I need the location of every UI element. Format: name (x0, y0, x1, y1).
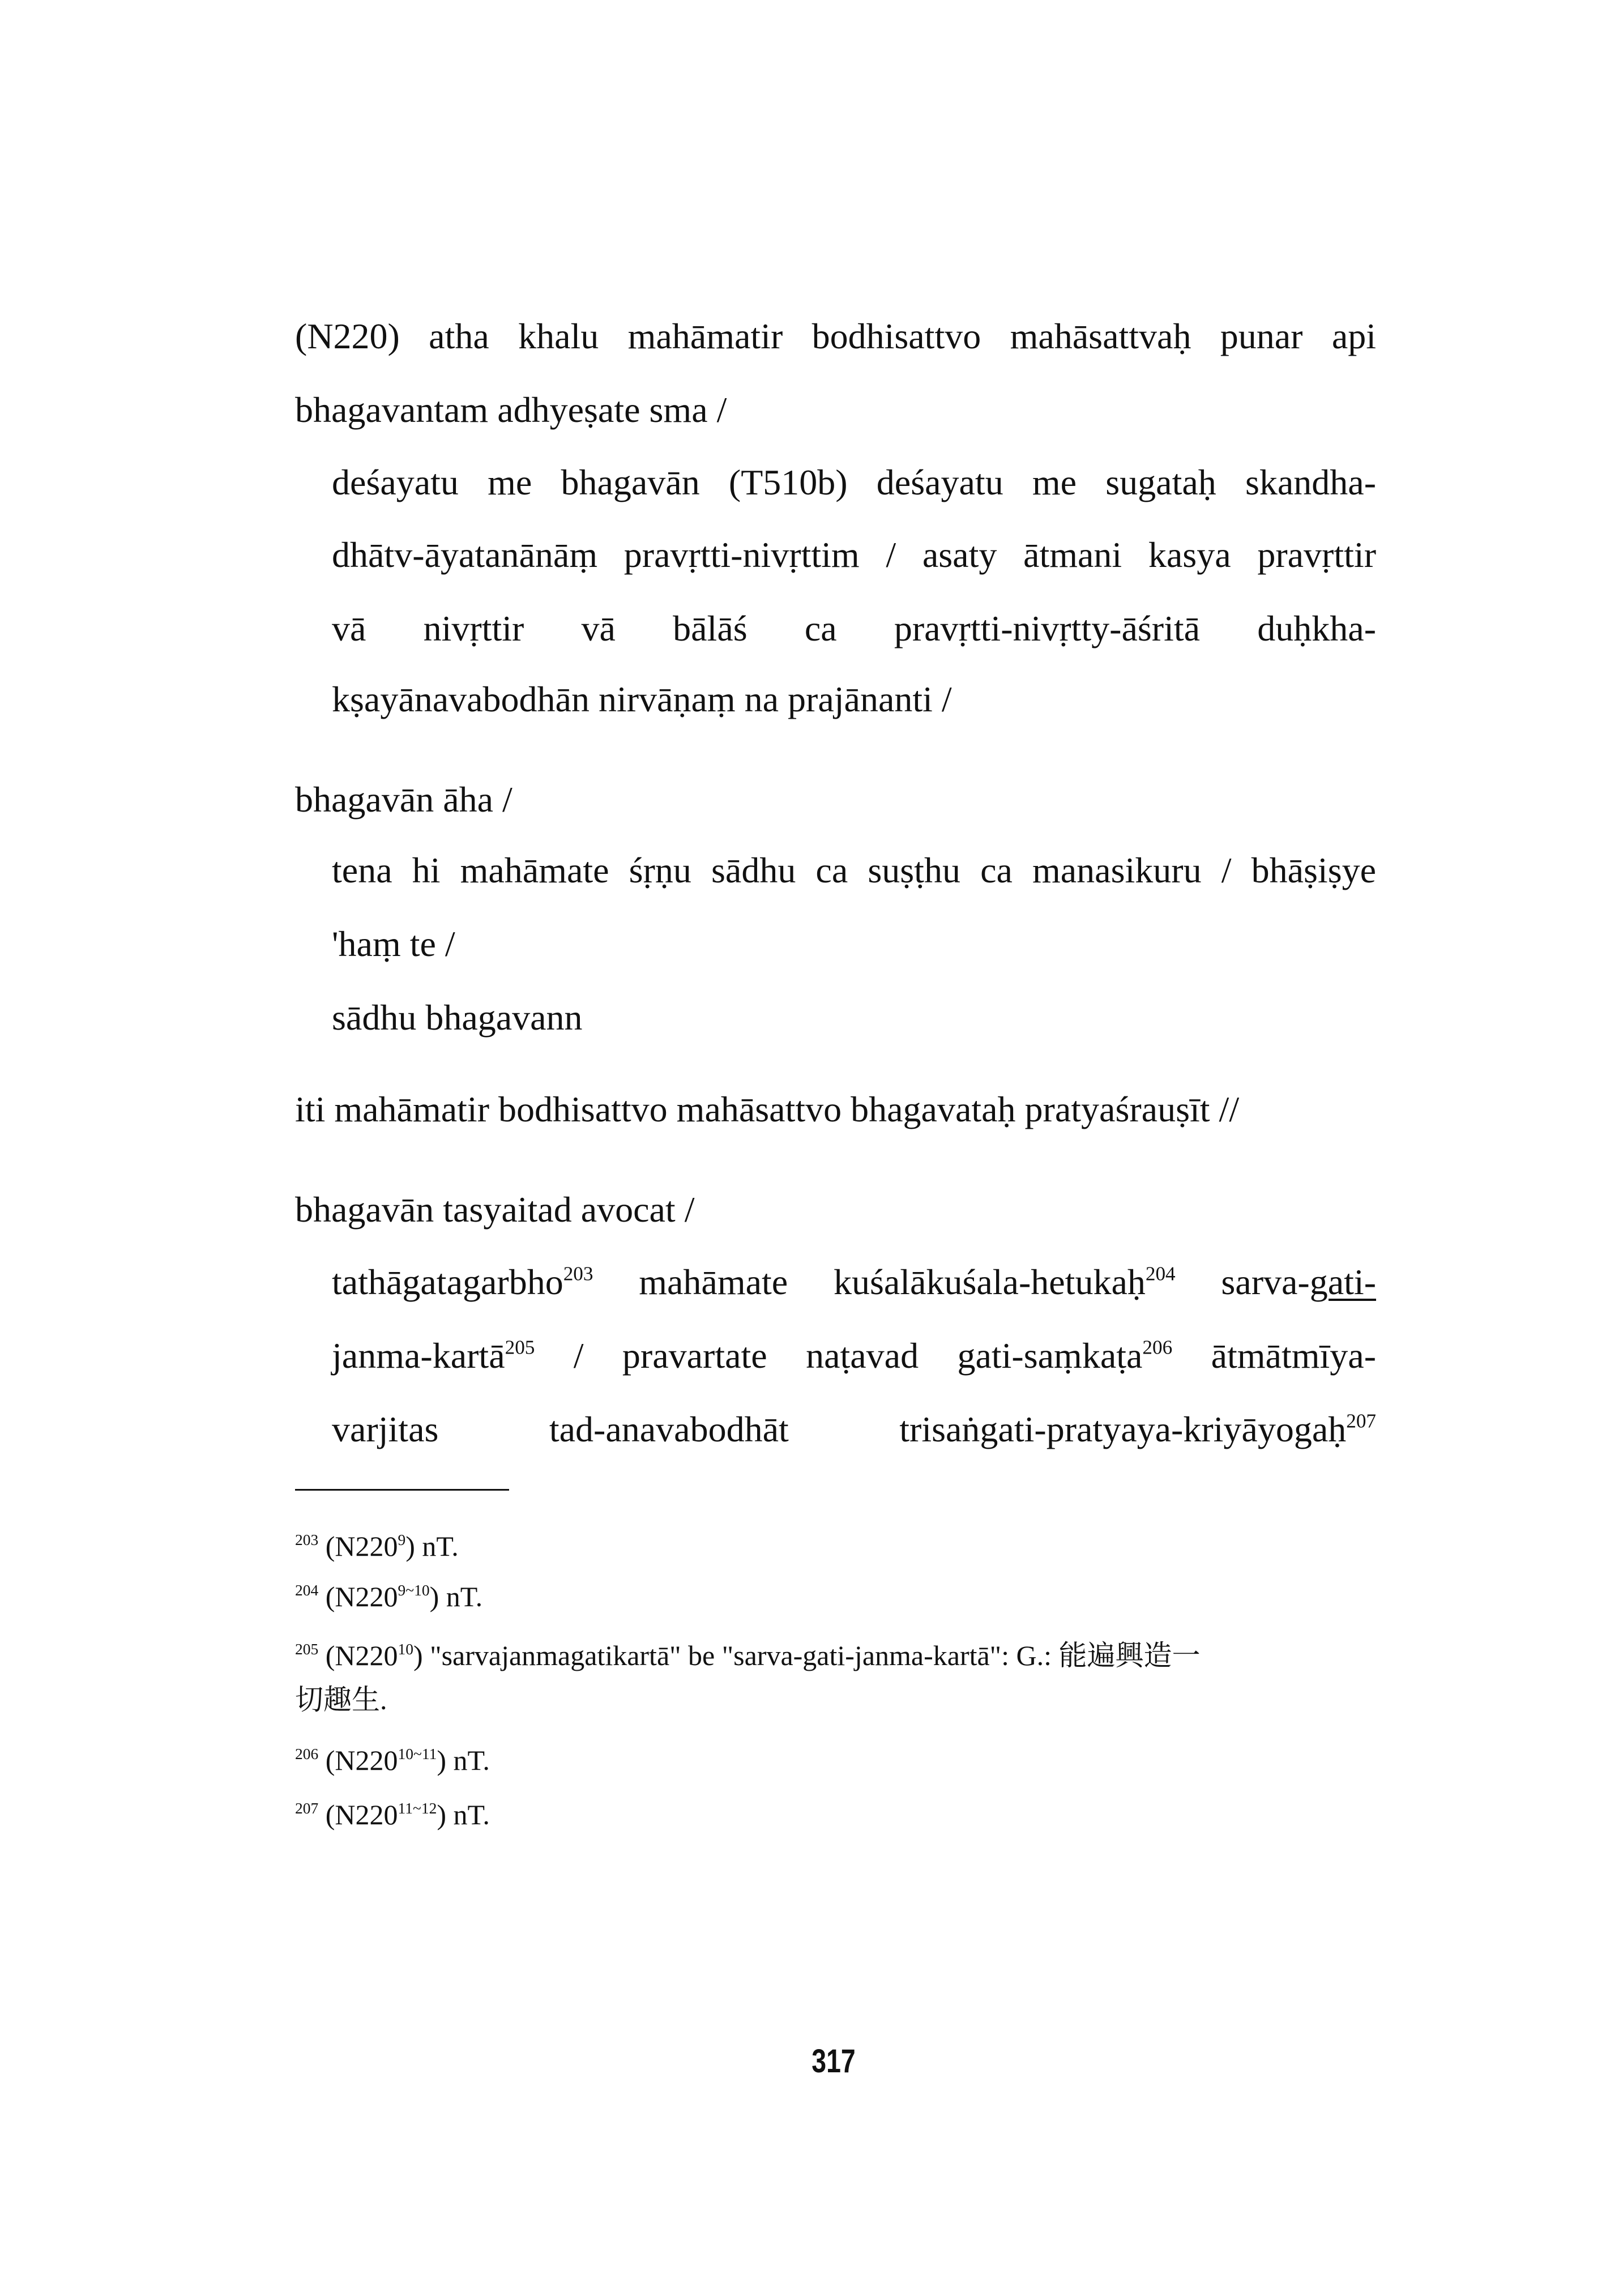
text-line (332, 677, 952, 722)
text-segment: (N220) atha khalu mahāmatir bodhisattvo mahāsattvaḥ punar api (295, 316, 1376, 356)
footnote-marker: 204 (295, 1581, 319, 1599)
text-segment: (N220 (318, 1744, 398, 1776)
footnote-marker: 11~12 (398, 1799, 437, 1817)
footnote (295, 1682, 387, 1718)
footnote-marker: 205 (295, 1640, 319, 1658)
footnote-marker: 206 (295, 1744, 319, 1762)
text-segment: ātmātmīya- (1172, 1335, 1377, 1376)
footnote-marker: 9~10 (398, 1581, 430, 1599)
text-line (332, 921, 455, 967)
footnote-marker: 203 (563, 1262, 593, 1285)
text-segment: (N220 (318, 1530, 398, 1562)
text-line (332, 606, 1376, 651)
footnote-marker: 10 (398, 1640, 414, 1658)
footnote (295, 1742, 490, 1778)
text-segment: bhagavān āha / (295, 779, 512, 820)
footnote-separator-rule (295, 1489, 509, 1491)
text-segment: 'haṃ te / (332, 924, 455, 964)
text-line (332, 1333, 1376, 1379)
text-segment: kṣayānavabodhān nirvāṇaṃ na prajānanti / (332, 679, 952, 719)
text-segment: / pravartate naṭavad gati-saṃkaṭa (535, 1335, 1143, 1376)
footnote (295, 1578, 482, 1615)
page-number: 317 (812, 2043, 856, 2080)
footnote-marker: 203 (295, 1530, 319, 1548)
footnote-marker: 9 (398, 1530, 406, 1548)
text-segment: dhātv-āyatanānāṃ pravṛtti-nivṛttim / asaty ātmani kasya pravṛttir (332, 535, 1376, 575)
footnote (295, 1637, 1200, 1674)
text-segment: (N220 (318, 1581, 398, 1612)
text-segment: deśayatu me bhagavān (T510b) deśayatu me sugataḥ skandha- (332, 462, 1376, 502)
text-segment: sādhu bhagavann (332, 997, 583, 1038)
text-segment: ) nT. (437, 1744, 490, 1776)
text-segment: ) nT. (437, 1799, 490, 1830)
text-segment: bhagavantam adhyeṣate sma / (295, 390, 727, 430)
footnote-marker: 207 (1346, 1410, 1376, 1432)
text-line (332, 1260, 1376, 1305)
text-segment: ) "sarvajanmagatikartā" be "sarva-gati-janma-kartā": G.: 能遍興造一 (413, 1640, 1201, 1671)
text-segment: ) nT. (429, 1581, 483, 1612)
text-segment: bhagavān tasyaitad avocat / (295, 1189, 695, 1230)
text-line (332, 848, 1376, 893)
footnote (295, 1796, 490, 1833)
text-segment: mahāmate kuśalākuśala-hetukaḥ (593, 1262, 1146, 1302)
text-line (332, 532, 1376, 578)
text-segment: janma-kartā (332, 1335, 505, 1376)
text-segment: vā nivṛttir vā bālāś ca pravṛtti-nivṛtty-āśritā duḥkha- (332, 608, 1376, 648)
text-line (295, 777, 512, 822)
footnote-marker: 10~11 (398, 1744, 437, 1762)
footnote-marker: 205 (505, 1336, 535, 1359)
footnote (295, 1528, 459, 1564)
text-segment: (N220 (318, 1799, 398, 1830)
text-line (295, 1087, 1239, 1132)
text-line (295, 1187, 694, 1232)
text-line (332, 460, 1376, 505)
text-segment: (N220 (318, 1640, 398, 1671)
text-segment: sarva- (1175, 1262, 1310, 1302)
text-line (332, 1407, 1376, 1452)
footnote-marker: 207 (295, 1799, 319, 1817)
text-segment: varjitas tad-anavabodhāt trisaṅgati-pratyaya-kriyāyogaḥ (332, 1409, 1347, 1449)
text-line (295, 314, 1376, 359)
text-segment: gati- (1309, 1262, 1376, 1302)
text-segment: 切趣生. (295, 1684, 387, 1715)
text-segment: tathāgatagarbho (332, 1262, 563, 1302)
text-segment: tena hi mahāmate śṛṇu sādhu ca suṣṭhu ca manasikuru / bhāṣiṣye (332, 850, 1376, 890)
footnote-marker: 206 (1142, 1336, 1173, 1359)
footnote-marker: 204 (1145, 1262, 1176, 1285)
text-line (332, 995, 583, 1040)
text-line (295, 387, 727, 433)
text-segment: iti mahāmatir bodhisattvo mahāsattvo bhagavataḥ pratyaśrauṣīt // (295, 1089, 1240, 1129)
text-segment: ) nT. (405, 1530, 459, 1562)
